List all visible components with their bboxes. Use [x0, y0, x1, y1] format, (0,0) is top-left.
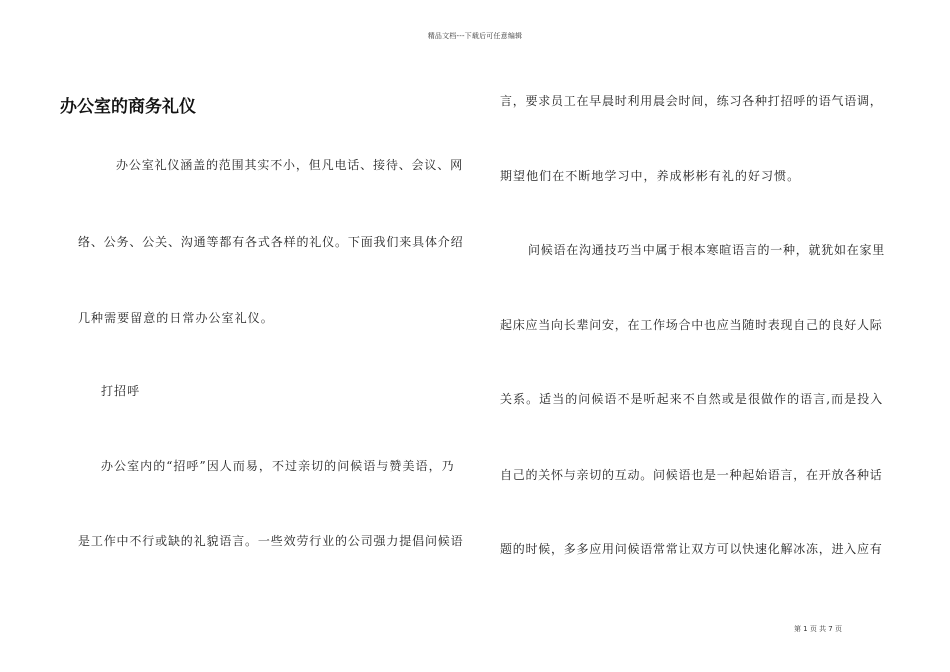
- page-header: 精品文档---下载后可任意编辑: [427, 32, 523, 40]
- paragraph-line: 期望他们在不断地学习中，养成彬彬有礼的好习惯。: [500, 169, 801, 183]
- page-number: 第 1 页 共 7 页: [793, 625, 842, 633]
- paragraph-line: 办公室内的“招呼”因人而易，不过亲切的问候语与赞美语，乃: [101, 459, 455, 473]
- document-title: 办公室的商务礼仪: [60, 97, 196, 117]
- paragraph-line: 是工作中不行或缺的礼貌语言。一些效劳行业的公司强力提倡问候语: [78, 534, 464, 548]
- paragraph-line: 办公室礼仪涵盖的范围其实不小，但凡电话、接待、会议、网: [116, 158, 463, 172]
- paragraph-line: 几种需要留意的日常办公室礼仪。: [78, 311, 274, 325]
- paragraph-line: 起床应当向长辈问安，在工作场合中也应当随时表现自己的良好人际: [500, 318, 883, 332]
- paragraph-line: 关系。适当的问候语不是听起来不自然或是很做作的语言,而是投入: [500, 392, 884, 406]
- section-heading: 打招呼: [101, 384, 141, 398]
- paragraph-line: 络、公务、公关、沟通等都有各式各样的礼仪。下面我们来具体介绍: [78, 235, 464, 249]
- paragraph-line: 题的时候，多多应用问候语常常让双方可以快速化解冰冻，进入应有: [500, 542, 883, 556]
- paragraph-line: 问候语在沟通技巧当中属于根本寒暄语言的一种，就犹如在家里: [528, 243, 886, 257]
- paragraph-line: 言，要求员工在早晨时利用晨会时间，练习各种打招呼的语气语调，: [500, 94, 883, 108]
- paragraph-line: 自己的关怀与亲切的互动。问候语也是一种起始语言，在开放各种话: [500, 468, 883, 482]
